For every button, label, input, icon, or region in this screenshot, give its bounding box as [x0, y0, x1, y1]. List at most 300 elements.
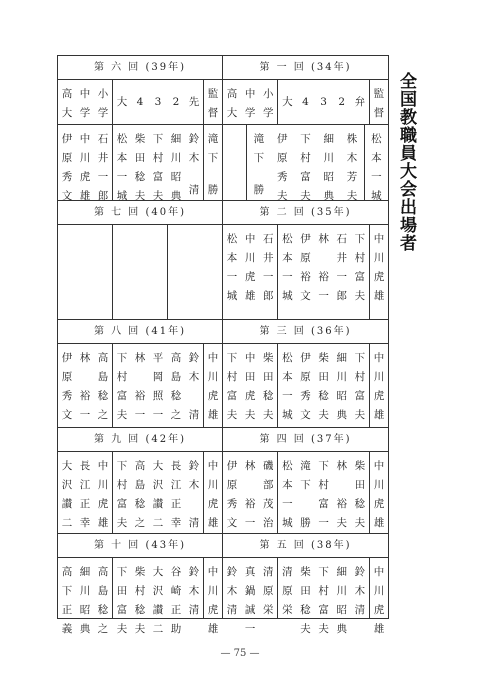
name-char: 正	[79, 497, 91, 510]
name-char: 富	[318, 497, 329, 510]
name-char: 秀	[226, 497, 238, 510]
name-char: 本	[116, 152, 128, 164]
name-char: 昭	[336, 390, 347, 403]
player-name-column	[241, 225, 259, 319]
name-char: 虎	[97, 497, 109, 510]
player-name-column	[168, 225, 222, 319]
name-char: 大	[152, 459, 164, 472]
role-label: 弁	[354, 95, 366, 108]
name-char: 本	[282, 252, 293, 264]
name-char: 文	[300, 409, 311, 422]
name-char: 柴	[263, 352, 274, 365]
name-char: 郎	[263, 290, 274, 302]
name-char: 村	[354, 371, 366, 384]
name-char: 城	[282, 290, 293, 302]
name-char: 虎	[207, 390, 219, 403]
role-label: 3	[320, 95, 327, 108]
name-char: 川	[170, 152, 182, 164]
name-char: 富	[354, 390, 366, 403]
player-table	[58, 125, 222, 200]
player-name-column	[185, 558, 203, 618]
name-char: 真	[244, 566, 256, 578]
name-char: 鍋	[244, 585, 256, 597]
name-char: 夫	[244, 409, 256, 422]
name-char: 清	[282, 566, 293, 578]
name-char: 二	[152, 623, 164, 635]
name-char: 夫	[300, 190, 311, 202]
name-char: 勝	[253, 184, 265, 196]
tournament-section	[223, 201, 388, 320]
player-name-column	[113, 225, 167, 319]
name-char: 原	[282, 585, 293, 597]
name-char: 虎	[79, 171, 91, 183]
player-name-column	[94, 344, 112, 426]
name-char: 典	[336, 623, 347, 635]
left-column	[58, 56, 223, 635]
name-char: 清	[188, 409, 200, 422]
player-group	[58, 344, 113, 426]
name-char: 川	[373, 585, 385, 597]
name-char: 夫	[263, 409, 274, 422]
player-name-column	[76, 344, 94, 426]
role-header-row	[58, 80, 222, 125]
name-char: 二	[61, 516, 73, 529]
name-char: 松	[282, 233, 293, 245]
name-char: 讃	[152, 604, 164, 616]
role-column	[149, 80, 167, 124]
name-char: 夫	[354, 290, 366, 302]
player-group	[204, 125, 222, 200]
player-name-column	[167, 125, 185, 200]
name-char: 鈴	[226, 566, 238, 578]
name-char: 林	[336, 459, 347, 472]
role-column	[131, 80, 149, 124]
player-group	[278, 225, 370, 319]
name-char: 伊	[300, 352, 311, 365]
player-name-column	[113, 558, 131, 635]
role-label: 高	[61, 88, 73, 100]
player-table	[223, 452, 388, 533]
name-char: 虎	[373, 390, 385, 403]
player-name-column	[333, 225, 351, 319]
player-name-column	[340, 125, 363, 200]
name-char: 田	[134, 152, 146, 164]
name-char: 一	[282, 271, 293, 283]
name-char: 川	[97, 478, 109, 491]
name-char: 高	[97, 352, 109, 365]
name-char: 沢	[61, 478, 73, 491]
name-char: 稔	[134, 497, 146, 510]
name-char: 下	[354, 233, 366, 245]
player-name-column	[296, 452, 314, 533]
name-char: 勝	[300, 516, 311, 529]
player-name-column	[365, 125, 388, 200]
role-column	[223, 80, 241, 124]
name-char: 富	[354, 271, 366, 283]
name-char: 下	[61, 585, 73, 597]
name-char: 讃	[61, 497, 73, 510]
name-char: 一	[134, 409, 146, 422]
name-char: 正	[61, 604, 73, 616]
name-char: 一	[282, 497, 293, 510]
name-char: 雄	[373, 516, 385, 529]
name-char: 柴	[354, 459, 366, 472]
name-char: 清	[226, 604, 238, 616]
name-char: 稔	[97, 604, 109, 616]
name-char: 島	[134, 478, 146, 491]
role-label: 学	[263, 107, 274, 119]
player-name-column	[149, 452, 167, 533]
name-char: 石	[97, 133, 109, 145]
name-char: 秀	[61, 390, 73, 403]
player-name-column	[204, 125, 222, 200]
player-name-column	[113, 344, 131, 426]
section-header: 第 五 回 (38年)	[223, 534, 388, 558]
name-char: 一	[226, 271, 238, 283]
name-char: 二	[152, 516, 164, 529]
name-char: 之	[97, 623, 109, 635]
player-name-column	[351, 225, 369, 319]
page-number: — 75 —	[220, 648, 260, 659]
section-header: 第 三 回 (36年)	[223, 320, 388, 344]
name-char: 川	[79, 152, 91, 164]
name-char: 城	[371, 190, 382, 202]
name-char: 夫	[300, 623, 311, 635]
player-name-column	[94, 558, 112, 635]
name-char: 原	[61, 371, 73, 384]
name-char: 大	[61, 459, 73, 472]
name-char: 井	[263, 252, 274, 264]
name-char: 清	[188, 516, 200, 529]
name-char: 裕	[244, 497, 256, 510]
name-char: 松	[371, 133, 382, 145]
player-name-column	[259, 344, 277, 426]
player-name-column	[296, 225, 314, 319]
name-char: 川	[207, 371, 219, 384]
name-char: 稔	[134, 604, 146, 616]
role-column	[167, 80, 185, 124]
player-name-column	[296, 558, 314, 635]
name-char: 中	[373, 352, 385, 365]
name-char: 岡	[152, 371, 164, 384]
player-name-column	[351, 558, 369, 618]
name-char: 雄	[244, 290, 256, 302]
name-char: 一	[371, 171, 382, 183]
role-column	[113, 80, 131, 124]
name-char: 夫	[116, 516, 128, 529]
name-char: 稔	[300, 604, 311, 616]
player-group	[58, 558, 113, 635]
player-table	[223, 344, 388, 426]
name-char: 石	[263, 233, 274, 245]
name-char: 林	[79, 352, 91, 365]
player-name-column	[185, 344, 203, 426]
name-char: 秀	[61, 171, 73, 183]
name-char: 高	[170, 352, 182, 365]
name-char: 夫	[318, 409, 329, 422]
name-char: 下	[116, 459, 128, 472]
player-group	[204, 344, 222, 426]
name-char: 文	[300, 290, 311, 302]
name-char: 下	[300, 478, 311, 491]
player-name-column	[149, 344, 167, 426]
name-char: 本	[371, 152, 382, 164]
name-char: 川	[79, 585, 91, 597]
name-char: 伊	[300, 233, 311, 245]
player-name-column	[131, 125, 149, 200]
name-char: 清	[188, 604, 200, 616]
player-group	[370, 452, 388, 533]
player-name-column	[94, 125, 112, 200]
role-label: 学	[97, 107, 109, 119]
role-label: 大	[226, 107, 238, 119]
player-name-column	[223, 558, 241, 618]
name-char: 部	[263, 478, 274, 491]
name-char: 松	[226, 233, 238, 245]
player-name-column	[241, 452, 259, 533]
name-char: 文	[61, 190, 73, 202]
name-char: 雄	[207, 623, 219, 635]
player-group	[370, 344, 388, 426]
player-name-column	[315, 344, 333, 426]
name-char: 村	[300, 152, 311, 164]
name-char: 茂	[263, 497, 274, 510]
name-char: 治	[263, 516, 274, 529]
name-char: 田	[263, 371, 274, 384]
player-group	[278, 452, 370, 533]
name-char: 中	[207, 566, 219, 578]
player-group	[223, 558, 278, 635]
player-name-column	[278, 558, 296, 618]
name-char: 松	[282, 459, 293, 472]
player-group	[370, 558, 388, 635]
name-char: 裕	[300, 271, 311, 283]
player-name-column	[223, 125, 246, 200]
name-char: 高	[61, 566, 73, 578]
player-group	[58, 125, 113, 200]
name-char: 昭	[79, 604, 91, 616]
name-char: 下	[318, 566, 329, 578]
tournament-section	[58, 56, 222, 201]
player-name-column	[167, 344, 185, 426]
role-column	[370, 80, 388, 124]
name-char: 文	[61, 409, 73, 422]
role-column	[278, 80, 296, 124]
name-char: 村	[134, 585, 146, 597]
name-char: 村	[318, 478, 329, 491]
name-char: 鈴	[188, 566, 200, 578]
name-char: 虎	[244, 271, 256, 283]
player-group	[223, 225, 278, 319]
role-label: 大	[61, 107, 73, 119]
name-char: 原	[276, 152, 288, 164]
name-char: 下	[207, 152, 219, 164]
name-char: 城	[282, 516, 293, 529]
player-group	[247, 125, 364, 200]
name-char: 昭	[323, 171, 335, 183]
tournament-section	[58, 428, 222, 534]
role-column	[185, 80, 204, 124]
name-char: 田	[318, 371, 329, 384]
player-name-column	[223, 452, 241, 533]
name-char: 伊	[226, 459, 238, 472]
name-char: 川	[323, 152, 335, 164]
name-char: 本	[282, 371, 293, 384]
name-char: 株	[346, 133, 358, 145]
player-name-column	[315, 452, 333, 533]
player-group	[113, 452, 204, 533]
player-name-column	[333, 558, 351, 635]
tournament-section	[58, 320, 222, 427]
name-char: 石	[336, 233, 347, 245]
name-char: 一	[152, 409, 164, 422]
name-char: 伊	[61, 133, 73, 145]
role-label: 2	[172, 95, 180, 108]
player-name-column	[370, 558, 388, 635]
role-label: 学	[244, 107, 256, 119]
name-char: 木	[188, 371, 200, 384]
name-char: 細	[336, 566, 347, 578]
name-char: 伊	[61, 352, 73, 365]
name-char: 川	[373, 478, 385, 491]
name-char: 林	[134, 352, 146, 365]
name-char: 勝	[207, 184, 219, 196]
name-char: 裕	[134, 390, 146, 403]
role-label: 督	[207, 107, 219, 119]
name-char: 中	[244, 233, 256, 245]
name-char: 木	[188, 585, 200, 597]
name-char: 讃	[152, 497, 164, 510]
name-char: 一	[244, 623, 256, 635]
name-char: 崎	[170, 585, 182, 597]
name-char: 下	[116, 352, 128, 365]
name-char: 川	[373, 371, 385, 384]
name-char: 本	[282, 478, 293, 491]
name-char: 一	[282, 390, 293, 403]
name-char: 井	[97, 152, 109, 164]
player-name-column	[131, 452, 149, 533]
name-char: 高	[134, 459, 146, 472]
player-table	[58, 344, 222, 426]
name-char: 照	[152, 390, 164, 403]
name-char: 林	[244, 459, 256, 472]
player-group	[204, 558, 222, 635]
name-char: 郎	[336, 290, 347, 302]
player-name-column	[271, 125, 294, 200]
name-char: 裕	[318, 271, 329, 283]
name-char: 幸	[170, 516, 182, 529]
name-char: 之	[134, 516, 146, 529]
name-char: 井	[336, 252, 347, 264]
name-char: 郎	[97, 190, 109, 202]
name-char: 幸	[79, 516, 91, 529]
player-name-column	[278, 225, 296, 319]
name-char: 秀	[276, 171, 288, 183]
name-char: 長	[170, 459, 182, 472]
name-char: 正	[170, 604, 182, 616]
name-char: 裕	[79, 390, 91, 403]
name-char: 稔	[134, 171, 146, 183]
name-char: 川	[373, 252, 385, 264]
name-char: 秀	[300, 390, 311, 403]
name-char: 雄	[373, 623, 385, 635]
name-char: 昭	[170, 171, 182, 183]
name-char: 長	[79, 459, 91, 472]
name-char: 沢	[152, 585, 164, 597]
player-name-column	[351, 344, 369, 426]
name-char: 谷	[170, 566, 182, 578]
player-group	[113, 225, 168, 319]
role-label: 学	[79, 107, 91, 119]
name-char: 中	[244, 352, 256, 365]
name-char: 一	[79, 409, 91, 422]
player-table	[58, 452, 222, 533]
name-char: 夫	[336, 516, 347, 529]
name-char: 虎	[373, 497, 385, 510]
name-char: 木	[188, 478, 200, 491]
tournament-section	[223, 56, 388, 201]
name-char: 原	[263, 585, 274, 597]
name-char: 夫	[318, 623, 329, 635]
player-name-column	[58, 558, 76, 635]
name-char: 夫	[276, 190, 288, 202]
role-column	[259, 80, 278, 124]
name-char: 松	[282, 352, 293, 365]
section-header: 第 一 回 (34年)	[223, 56, 388, 80]
name-char: 雄	[79, 190, 91, 202]
section-header: 第 八 回 (41年)	[58, 320, 222, 344]
name-char: 下	[300, 133, 311, 145]
name-char: 虎	[373, 604, 385, 616]
name-char: 誠	[244, 604, 256, 616]
player-name-column	[241, 344, 259, 426]
player-group	[223, 452, 278, 533]
name-char: 一	[97, 171, 109, 183]
role-label: 高	[226, 88, 238, 100]
name-char: 島	[170, 371, 182, 384]
name-char: 稔	[354, 497, 366, 510]
name-char: 林	[318, 233, 329, 245]
name-char: 清	[188, 184, 200, 196]
name-char: 下	[116, 566, 128, 578]
name-char: 一	[318, 516, 329, 529]
player-group	[278, 344, 370, 426]
name-char: 下	[226, 352, 238, 365]
page-title: 全国教職員大会出場者	[396, 72, 416, 252]
name-char: 城	[282, 409, 293, 422]
name-char: 稔	[97, 390, 109, 403]
player-name-column	[204, 558, 222, 635]
name-char: 之	[97, 409, 109, 422]
name-char: 下	[354, 352, 366, 365]
tournament-section	[223, 428, 388, 534]
name-char: 一	[263, 271, 274, 283]
name-char: 木	[226, 585, 238, 597]
role-label: 2	[338, 95, 346, 108]
player-table	[58, 558, 222, 635]
section-header: 第 十 回 (43年)	[58, 534, 222, 558]
name-char: 富	[318, 604, 329, 616]
name-char: 村	[152, 152, 164, 164]
name-char: 鈴	[188, 459, 200, 472]
name-char: 木	[354, 585, 366, 597]
name-char: 富	[116, 604, 128, 616]
name-char: 之	[170, 409, 182, 422]
name-char: 一	[336, 271, 347, 283]
section-header: 第 六 回 (39年)	[58, 56, 222, 80]
name-char: 沢	[152, 478, 164, 491]
name-char: 助	[170, 623, 182, 635]
